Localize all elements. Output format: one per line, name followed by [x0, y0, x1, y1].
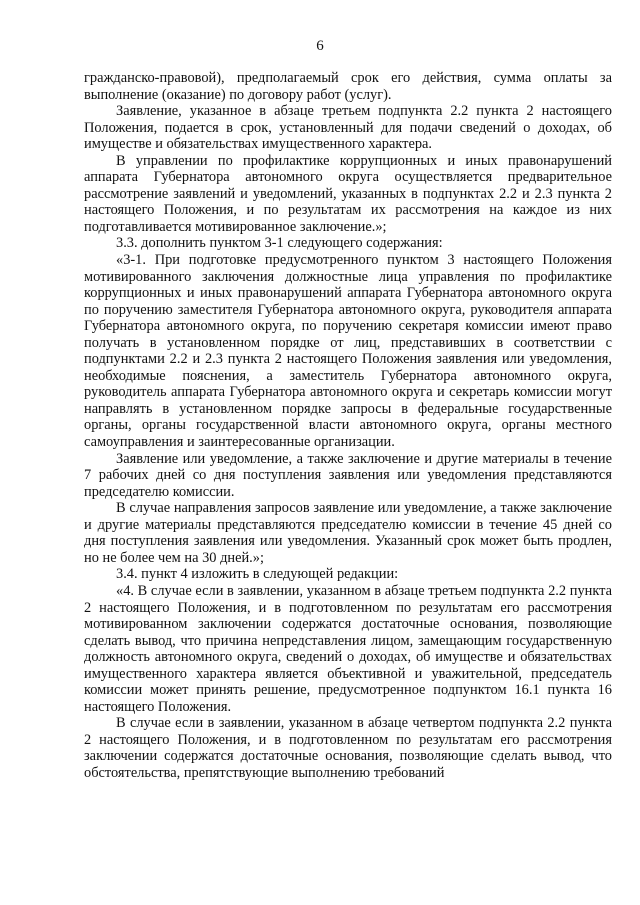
paragraph-clause-4-second: В случае если в заявлении, указанном в абзаце четвертом подпункта 2.2 пункта 2 настоящего Положения, и в подготовленном по результатам его рассмотрения заключении содержатся достаточные основания, позволяющие сделать вывод, что обстоятельства, препятствующие выполнению требований	[84, 715, 612, 781]
paragraph-item-3-4: 3.4. пункт 4 изложить в следующей редакции:	[116, 566, 399, 583]
paragraph-submission-term: Заявление или уведомление, а также заключение и другие материалы в течение 7 рабочих дней со дня поступления заявления или уведомления представляются председателю комиссии.	[84, 450, 612, 500]
paragraph-clause-4: «4. В случае если в заявлении, указанном в абзаце третьем подпункта 2.2 пункта 2 настоящего Положения, и в подготовленном по результатам его рассмотрения мотивированном заключении содержатся достаточные основания, позволяющие сделать вывод, что причина непредставления лицом, замещающим государственную должность автономного округа, сведений о доходах, об имуществе и обязательствах имущественного характера является объективной и уважительной, председатель комиссии может принять решение, предусмотренное подпунктом 16.1 пункта 16 настоящего Положения.	[84, 582, 612, 715]
document-body	[84, 70, 612, 782]
paragraph-preliminary-review: В управлении по профилактике коррупционных и иных правонарушений аппарата Губернатора автономного округа осуществляется предварительное рассмотрение заявлений и уведомлений, указанных в подпунктах 2.2 и 2.3 пункта 2 настоящего Положения, и по результатам их рассмотрения на каждое из них подготавливается мотивированное заключение.»;	[84, 152, 612, 235]
paragraph-application-deadline: Заявление, указанное в абзаце третьем подпункта 2.2 пункта 2 настоящего Положения, подается в срок, установленный для подачи сведений о доходах, об имуществе и обязательствах имущественного характера.	[84, 103, 612, 153]
page-number: 6	[316, 38, 324, 54]
paragraph-clause-3-1: «3-1. При подготовке предусмотренного пунктом 3 настоящего Положения мотивированного заключения должностные лица управления по профилактике коррупционных и иных правонарушений аппарата Губернатора автономного округа по поручению заместителя Губернатора автономного округа, руководителя аппарата Губернатора автономного округа, по поручению секретаря комиссии имеют право получать в установленном порядке от лиц, представивших в соответствии с подпунктами 2.2 и 2.3 пункта 2 настоящего Положения заявления или уведомления, необходимые пояснения, а заместитель Губернатора автономного округа, руководитель аппарата Губернатора автономного округа и секретарь комиссии могут направлять в установленном порядке запросы в федеральные государственные органы, органы государственной власти автономного округа, органы местного самоуправления и заинтересованные организации.	[84, 252, 612, 451]
paragraph-continuation: гражданско-правовой), предполагаемый срок его действия, сумма оплаты за выполнение (оказание) по договору работ (услуг).	[84, 70, 612, 103]
paragraph-request-term: В случае направления запросов заявление или уведомление, а также заключение и другие материалы представляются председателю комиссии в течение 45 дней со дня поступления заявления или уведомления. Указанный срок может быть продлен, но не более чем на 30 дней.»;	[84, 500, 612, 566]
paragraph-item-3-3: 3.3. дополнить пунктом 3-1 следующего содержания:	[116, 235, 443, 252]
